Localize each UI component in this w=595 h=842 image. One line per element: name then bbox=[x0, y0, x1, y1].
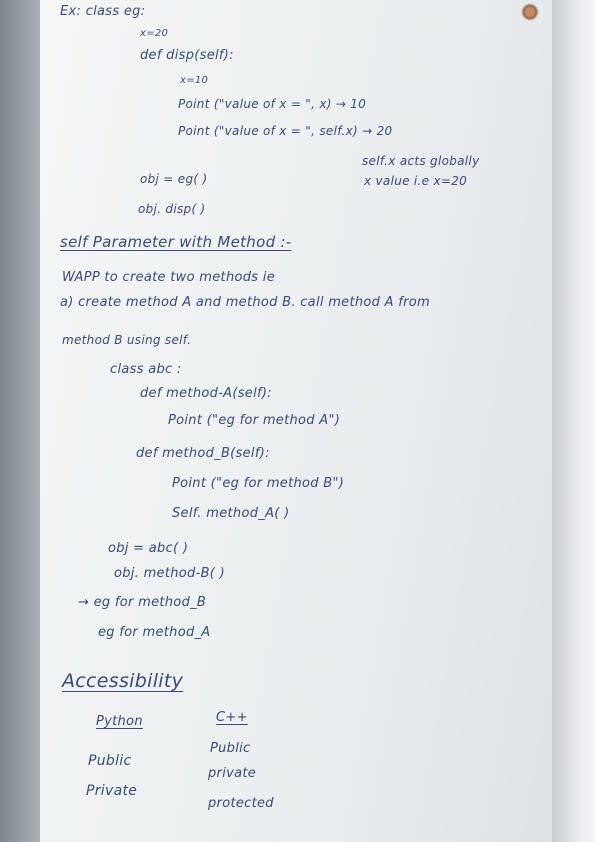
note-line-3: def disp(self): bbox=[140, 48, 234, 63]
note-line-17: Point ("eg for method A") bbox=[168, 413, 341, 428]
note-line-8: x value i.e x=20 bbox=[364, 174, 468, 188]
note-line-5: Point ("value of x = ", x) → 10 bbox=[178, 97, 367, 111]
section-heading-accessibility: Accessibility bbox=[62, 670, 184, 692]
note-line-16: def method-A(self): bbox=[140, 386, 272, 401]
note-line-12: WAPP to create two methods ie bbox=[62, 270, 276, 285]
note-line-21: obj = abc( ) bbox=[108, 541, 189, 556]
note-line-10: obj. disp( ) bbox=[138, 202, 206, 216]
note-line-13: a) create method A and method B. call method A from bbox=[60, 295, 430, 310]
python-item-public: Public bbox=[88, 753, 132, 769]
note-line-22: obj. method-B( ) bbox=[114, 566, 225, 581]
section-heading-self-parameter: self Parameter with Method :- bbox=[60, 233, 292, 251]
note-line-1: Ex: class eg: bbox=[60, 4, 146, 19]
background-left bbox=[0, 0, 40, 842]
note-line-23: → eg for method_B bbox=[78, 595, 207, 610]
note-line-9: obj = eg( ) bbox=[140, 172, 208, 186]
note-line-24: eg for method_A bbox=[98, 625, 211, 640]
note-line-14: method B using self. bbox=[62, 333, 192, 347]
note-line-19: Point ("eg for method B") bbox=[172, 476, 345, 491]
note-line-7: self.x acts globally bbox=[362, 154, 480, 168]
cpp-item-public: Public bbox=[210, 741, 251, 756]
background-right bbox=[552, 0, 595, 842]
note-line-2: x=20 bbox=[140, 28, 169, 39]
cpp-item-private: private bbox=[208, 766, 257, 781]
note-line-4: x=10 bbox=[180, 75, 209, 86]
column-heading-python: Python bbox=[96, 714, 143, 729]
note-line-18: def method_B(self): bbox=[136, 446, 270, 461]
cpp-item-protected: protected bbox=[208, 796, 274, 811]
note-line-15: class abc : bbox=[110, 362, 182, 377]
column-heading-cpp: C++ bbox=[216, 710, 248, 725]
note-line-6: Point ("value of x = ", self.x) → 20 bbox=[178, 124, 393, 138]
corner-stain bbox=[512, 0, 542, 30]
notebook-page bbox=[40, 0, 552, 842]
python-item-private: Private bbox=[86, 783, 138, 799]
note-line-20: Self. method_A( ) bbox=[172, 506, 290, 521]
